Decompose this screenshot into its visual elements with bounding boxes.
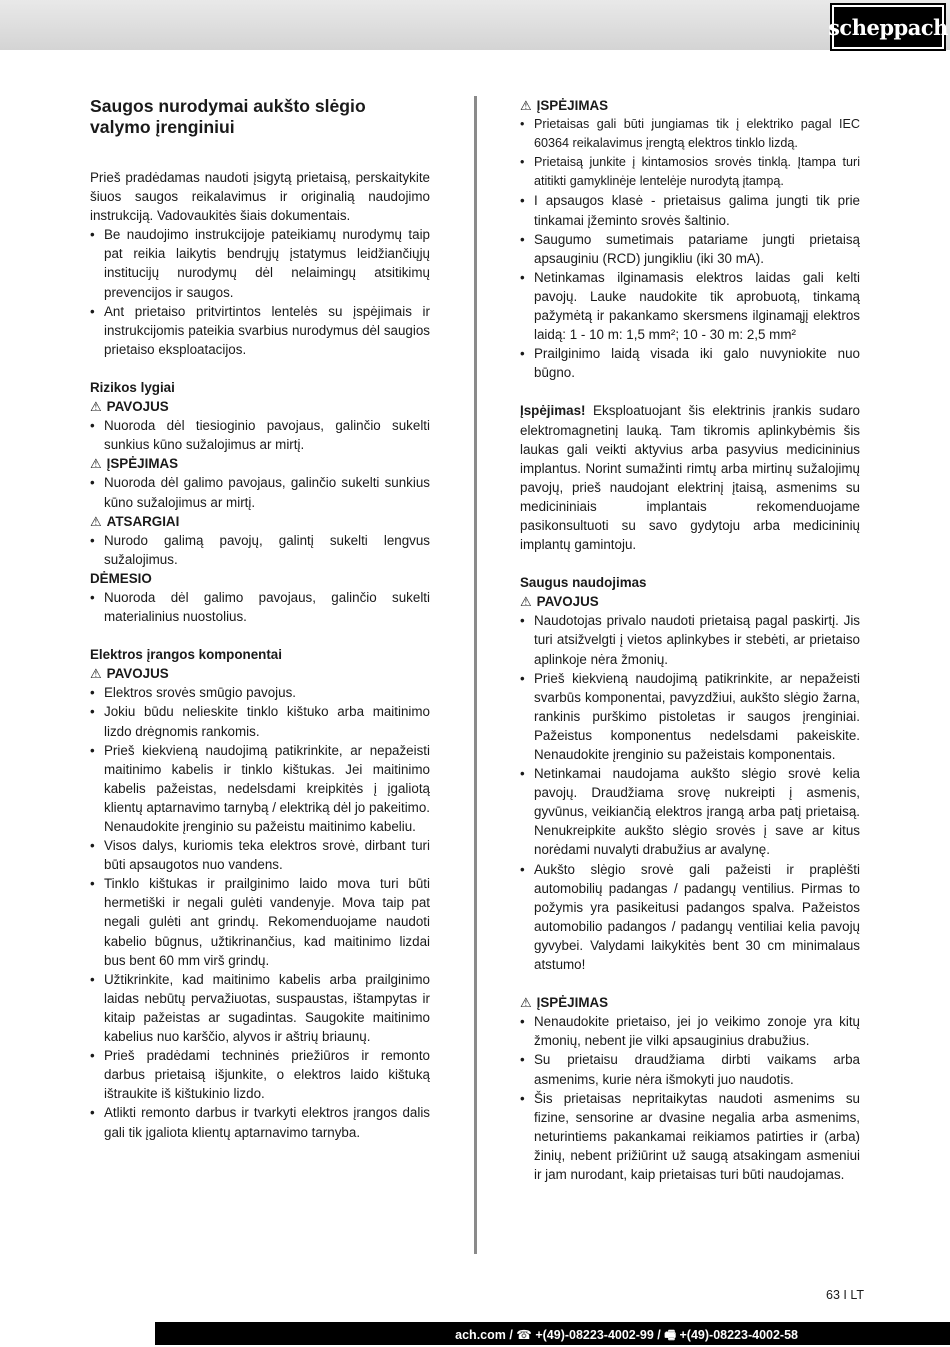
list-item: • Užtikrinkite, kad maitinimo kabelis arba prailginimo laidas nebūtų pervažiuotas, suspaustas, ištampytas ir kitaip pažeistas ar sugadintas. Saugokite maitinimo kabelius nuo karščio, alyvos ir aštrių briaunų.: [90, 970, 430, 1046]
brand-logo: scheppach: [830, 3, 946, 51]
risk-levels-heading: Rizikos lygiai: [90, 379, 175, 395]
electrical-list: [90, 683, 430, 1141]
footer-bar: [155, 1322, 950, 1345]
list-item: • Ant prietaiso pritvirtintos lentelės su įspėjimais ir instrukcijomis pateikia svarbius nurodymus dėl saugios prietaiso eksploatacijos.: [90, 302, 430, 359]
warning-triangle-icon: ⚠: [90, 456, 102, 472]
list-item: • Naudotojas privalo naudoti prietaisą pagal paskirtį. Jis turi atsižvelgti į vietos aplinkybes ir stebėti, ar prietaiso aplinkoje nėra žmonių.: [520, 611, 860, 668]
list-item: • Nurodo galimą pavojų, galintį sukelti lengvus sužalojimus.: [90, 531, 430, 569]
list-item: • Prieš pradėdami techninės priežiūros ir remonto darbus prietaisą išjunkite, o elektros laido kištuką ištraukite iš kištukinio lizdo.: [90, 1046, 430, 1103]
danger-label: ⚠ PAVOJUS: [90, 666, 169, 682]
list-item: • Nuoroda dėl galimo pavojaus, galinčio sukelti materialinius nuostolius.: [90, 588, 430, 626]
list-item: • Saugumo sumetimais patariame jungti prietaisą apsauginiu (RCD) jungikliu (iki 30 mA).: [520, 230, 860, 268]
notice-label: DĖMESIO: [90, 570, 152, 586]
warning-triangle-icon: ⚠: [520, 98, 532, 114]
list-item: • Atlikti remonto darbus ir tvarkyti elektros įrangos dalis gali tik įgaliota klientų aptarnavimo tarnyba.: [90, 1103, 430, 1141]
list-item: • Be naudojimo instrukcijoje pateikiamų nurodymų taip pat reikia laikytis bendrųjų įstatymus leidžiančiųjų institucijų nurodymų dėl nelaimingų atsitikimų prevencijos ir saugos.: [90, 225, 430, 301]
left-column: [90, 96, 430, 1142]
caution-label: ⚠ ATSARGIAI: [90, 513, 180, 529]
header-bar: [0, 0, 950, 50]
emf-warning-bold: Įspėjimas!: [520, 403, 586, 419]
safe-use-heading: Saugus naudojimas: [520, 575, 647, 591]
list-item: • Prailginimo laidą visada iki galo nuvyniokite nuo būgno.: [520, 344, 860, 382]
warning-triangle-icon: ⚠: [520, 594, 532, 610]
warning-triangle-icon: ⚠: [90, 399, 102, 415]
right-column: [520, 96, 860, 1184]
warning-triangle-icon: ⚠: [520, 995, 532, 1011]
warning-list: [520, 1012, 860, 1184]
column-divider: [474, 96, 477, 1254]
list-item: • Prietaisą junkite į kintamosios srovės tinklą. Įtampa turi atitikti gamyklinėje lentelėje nurodytą įtampą.: [520, 153, 860, 191]
warning-label: ⚠ ĮSPĖJIMAS: [520, 98, 609, 114]
list-item: • Prieš kiekvieną naudojimą patikrinkite, ar nepažeisti svarbūs komponentai, pavyzdžiui, aukšto slėgio žarna, rankinis purškimo pistoletas ir saugos įrenginiai. Pažeistus komponentus nedelsdami pakeiskite. Nenaudokite įrenginio su pažeistais komponentais.: [520, 669, 860, 764]
safe-use-list: [520, 611, 860, 974]
list-item: • Visos dalys, kuriomis teka elektros srovė, dirbant turi būti apsaugotos nuo vandens.: [90, 836, 430, 874]
list-item: • Tinklo kištukas ir prailginimo laido mova turi būti hermetiški ir negali gulėti vandenyje. Mova taip pat negali gulėti ant grindų. Rekomenduojame naudoti kabelio būgnus, užtikrinančius, kad maitinimo lizdai bus bent 60 mm virš grindų.: [90, 874, 430, 969]
list-item: • Netinkamai naudojama aukšto slėgio srovė kelia pavojų. Draudžiama srovę nukreipti į asmenis, gyvūnus, veikiančią elektros įrangą arba patį prietaisą. Nenukreipkite aukšto slėgio srovės į save ar kitus norėdami nuvalyti drabužius ar avalynę.: [520, 764, 860, 859]
page-title: Saugos nurodymai aukšto slėgio valymo įrenginiui: [90, 96, 366, 137]
warning-triangle-icon: ⚠: [90, 666, 102, 682]
danger-label: ⚠ PAVOJUS: [520, 594, 599, 610]
page-number: 63 I LT: [826, 1288, 864, 1302]
footer-contact: ach.com / ☎ +(49)-08223-4002-99 / 🖷 +(49)-08223-4002-58: [455, 1328, 798, 1342]
list-item: • Jokiu būdu nelieskite tinklo kištuko arba maitinimo lizdo drėgnomis rankomis.: [90, 702, 430, 740]
warning-triangle-icon: ⚠: [90, 513, 102, 529]
warning-list: [520, 115, 860, 382]
list-item: • I apsaugos klasė - prietaisus galima jungti tik prie tinkamai įžeminto srovės šaltinio.: [520, 191, 860, 229]
list-item: • Elektros srovės smūgio pavojus.: [90, 683, 430, 702]
warning-label: ⚠ ĮSPĖJIMAS: [90, 456, 179, 472]
list-item: • Prietaisas gali būti jungiamas tik į elektriko pagal IEC 60364 reikalavimus įrengtą elektros tinklo lizdą.: [520, 115, 860, 153]
emf-warning-paragraph: Įspėjimas! Eksploatuojant šis elektrinis įrankis sudaro elektromagnetinį lauką. Tam tikromis aplinkybėmis šis laukas gali veikti aktyvius arba pasyvius medicininius implantus. Norint sumažinti rimtų arba mirtinų sužalojimų pavojų, prieš naudojant elektrinį įtaisą, asmenims su medicininiais implantais rekomenduojame pasikonsultuoti su savo gydytoju arba medicininių implantų gamintoju.: [520, 403, 860, 553]
list-item: • Šis prietaisas nepritaikytas naudoti asmenims su fizine, sensorine ar dvasine negalia arba asmenims, neturintiems pakankamai reikiamos patirties ir (arba) žinių, nebent prižiūrint už saugą atsakingam asmeniui ir jam nurodant, kaip prietaisas turi būti naudojamas.: [520, 1089, 860, 1184]
list-item: • Nenaudokite prietaiso, jei jo veikimo zonoje yra kitų žmonių, nebent jie vilki apsauginius drabužius.: [520, 1012, 860, 1050]
list-item: • Prieš kiekvieną naudojimą patikrinkite, ar nepažeisti maitinimo kabelis ir tinklo kištukas. Jei maitinimo kabelis pažeistas, nedelsdami kreipkitės į įgaliotą klientų aptarnavimo tarnybą / elektriką dėl jo pakeitimo. Nenaudokite įrenginio su pažeistu maitinimo kabeliu.: [90, 741, 430, 836]
list-item: • Nuoroda dėl galimo pavojaus, galinčio sukelti sunkius kūno sužalojimus ar mirtį.: [90, 473, 430, 511]
electrical-heading: Elektros įrangos komponentai: [90, 647, 282, 663]
danger-label: ⚠ PAVOJUS: [90, 399, 169, 415]
list-item: • Su prietaisu draudžiama dirbti vaikams arba asmenims, kurie nėra išmokyti juo naudotis.: [520, 1050, 860, 1088]
list-item: • Netinkamas ilginamasis elektros laidas gali kelti pavojų. Lauke naudokite tik aprobuotą, tinkamą pažymėtą ir pakankamo skersmens ilginamąjį elektros laidą: 1 - 10 m: 1,5 mm²; 10 - 30 m: 2,5 mm²: [520, 268, 860, 344]
intro-list: [90, 225, 430, 359]
warning-label: ⚠ ĮSPĖJIMAS: [520, 995, 609, 1011]
intro-paragraph: Prieš pradėdamas naudoti įsigytą prietaisą, perskaitykite šiuos saugos reikalavimus ir originalią naudojimo instrukciją. Vadovaukitės šiais dokumentais.: [90, 170, 430, 224]
list-item: • Nuoroda dėl tiesioginio pavojaus, galinčio sukelti sunkius kūno sužalojimus ar mirtį.: [90, 416, 430, 454]
list-item: • Aukšto slėgio srovė gali pažeisti ir praplėšti automobilių padangas / padangų ventilius. Pirmas to požymis yra pasikeitusi padangos spalva. Pažeistos automobilio padangos / padangų ventiliai kelia pavojų gyvybei. Valydami laikykitės bent 30 cm minimalaus atstumo!: [520, 860, 860, 975]
